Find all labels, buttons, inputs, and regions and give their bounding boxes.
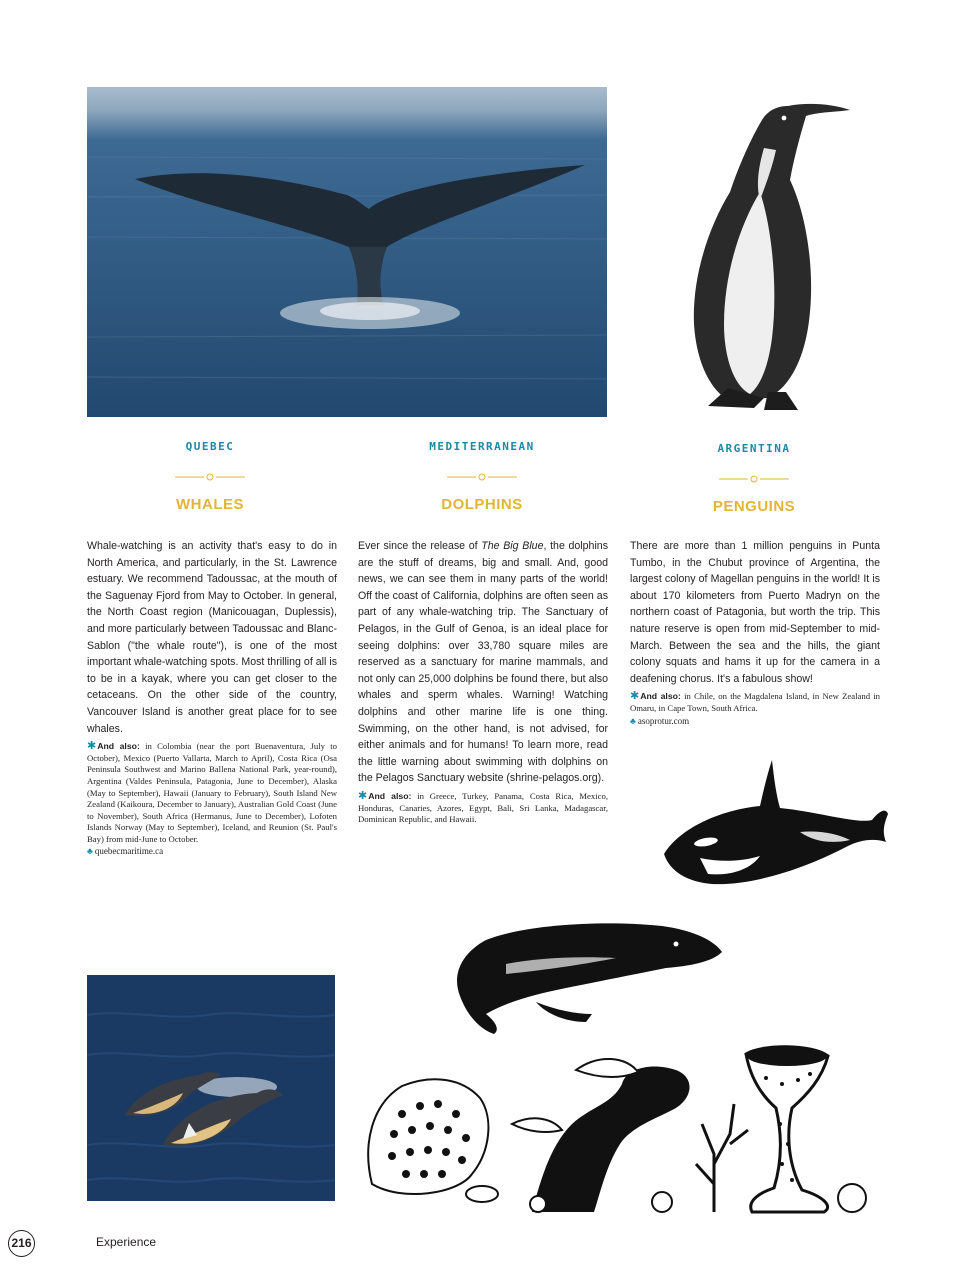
- penguin-illustration: [668, 88, 858, 420]
- dolphins-also: [358, 791, 608, 826]
- whale-tail-image: [87, 87, 607, 417]
- clover-icon: ♣: [630, 715, 636, 726]
- ornament-divider-icon: [719, 474, 789, 484]
- snowflake-icon: ✱: [87, 740, 97, 753]
- section-topic-dolphins: DOLPHINS: [441, 496, 523, 513]
- dolphins-photo: [87, 975, 335, 1201]
- penguins-website[interactable]: asoprotur.com: [637, 715, 690, 726]
- dolphins-also-text: in Greece, Turkey, Panama, Costa Rica, Mexico, Honduras, Canaries, Azores, Egypt, Bali, Sri Lanka, Madagascar, Dominican Republic, and Hawaii.: [358, 790, 609, 825]
- whale-tail-photo: [87, 87, 607, 417]
- also-lead: And also:: [97, 741, 140, 752]
- coral-branch-icon: [696, 1104, 748, 1212]
- section-region-quebec: QUEBEC: [185, 440, 235, 453]
- penguins-also-text: in Chile, on the Magdalena Island, in New Zealand in Omaru, in Cape Town, South Africa.: [630, 691, 881, 713]
- section-topic-penguins: PENGUINS: [712, 498, 796, 515]
- whales-also: [87, 741, 337, 845]
- section-topic-whales: WHALES: [176, 496, 244, 513]
- penguins-website-line: [630, 715, 880, 727]
- snowflake-icon: ✱: [358, 789, 368, 802]
- also-lead: And also:: [368, 790, 412, 801]
- ornament-divider-icon: [175, 472, 245, 482]
- footer-section-label: Experience: [96, 1235, 157, 1249]
- sperm-whale-illustration: [446, 918, 726, 1036]
- sea-life-illustration: [362, 1034, 892, 1214]
- clover-icon: ♣: [87, 846, 93, 857]
- also-lead: And also:: [640, 691, 681, 702]
- page-number: 216: [8, 1230, 35, 1257]
- whales-website-line: [87, 845, 337, 857]
- whales-website[interactable]: quebecmaritime.ca: [94, 846, 164, 857]
- coral-middle-icon: [512, 1059, 690, 1212]
- orca-illustration: [660, 758, 890, 890]
- whales-column: [87, 538, 337, 857]
- dolphins-body: [358, 538, 608, 787]
- penguins-column: [630, 538, 880, 727]
- dolphins-body-title: The Big Blue: [481, 540, 544, 552]
- sponge-cup-icon: [746, 1046, 866, 1212]
- ornament-divider-icon: [447, 472, 517, 482]
- penguins-body: There are more than 1 million penguins in Punta Tumbo, in the Chubut province of Argentina, the largest colony of Magellan penguins in the world! It is about 170 kilometers from Puerto Madryn on the northern coast of Patagonia, but worth the trip. This nature reserve is open from mid-September to mid-March. Between the sea and the hills, the giant colony squats and hams it up for the camera in a deafening chorus. It's a fabulous show!: [630, 540, 880, 685]
- snowflake-icon: ✱: [630, 690, 640, 703]
- coral-left-icon: [368, 1079, 498, 1202]
- dolphins-body-post: , the dolphins are the stuff of dreams, big and small. And, good news, we can see them in many parts of the world! Off the coast of California, dolphins are often seen as part of any whale-watching trip. The Sanctuary of Pelagos, in the Gulf of Genoa, is an ideal place for seeing dolphins: over 33,780 square miles are reserved as a sanctuary for marine mammals, and not only can 25,000 dolphins be found there, but also whales and sperm whales. Warning! Watching dolphins and other marine life is one thing. Swimming, on the other hand, is not advised, for either animals and for humans! To learn more, read the little warning about swimming with dolphins on the Pelagos Sanctuary website (shrine-pelagos.org).: [358, 540, 608, 785]
- section-region-mediterranean: MEDITERRANEAN: [429, 440, 535, 453]
- dolphins-image: [87, 975, 335, 1201]
- section-region-argentina: ARGENTINA: [717, 442, 791, 455]
- whales-body: Whale-watching is an activity that's easy to do in North America, and particularly, in the St. Lawrence estuary. We recommend Tadoussac, at the mouth of the Saguenay Fjord from May to October. In general, the North Coast region (Manicouagan, Duplessis), and more particularly between Tadoussac and Blanc-Sablon ("the whale route"), is one of the most important whale-watching spots. Most thrilling of all is to be in a kayak, where you can get closer to the cetaceans. On the other side of the country, Vancouver Island is another great place for to see whales.: [87, 540, 337, 735]
- dolphins-column: [358, 538, 608, 826]
- penguins-also: [630, 691, 880, 714]
- whales-also-text: in Colombia (near the port Buenaventura, July to October), Mexico (Puerto Vallarta, March to April), Costa Rica (Osa Peninsula Southwest and Marino Ballena National Park, year-round), Argentina (Valdes Peninsula, Patagonia, June to December), Alaska (May to September), Hawaii (January to February), South Island New Zealand (Kaikoura, December to January), Australian Gold Coast (June to November), South Africa (Hermanus, June to December), Lofoten Islands Norway (May to September), Iceland, and Reunion (St. Paul's Bay) from mid-June to October.: [87, 741, 337, 844]
- dolphins-body-pre: Ever since the release of: [358, 540, 482, 552]
